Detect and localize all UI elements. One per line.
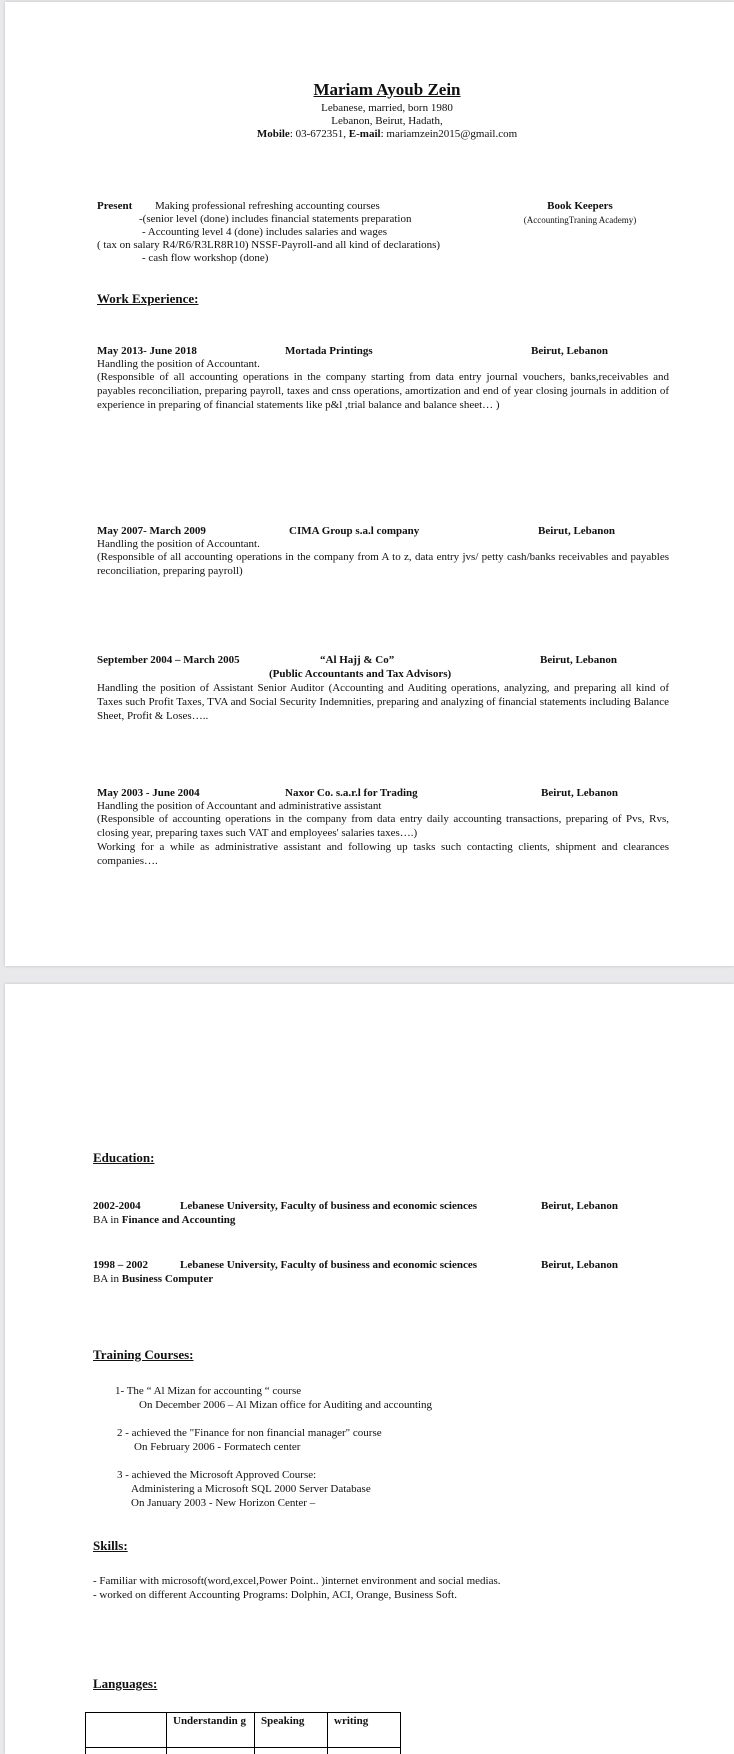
job-location: Beirut, Lebanon — [531, 344, 608, 358]
present-line-4: ( tax on salary R4/R6/R3LR8R10) NSSF-Payroll-and all kind of declarations) — [97, 238, 440, 252]
name-text: Mariam Ayoub Zein — [313, 80, 460, 99]
job-location: Beirut, Lebanon — [541, 786, 618, 800]
resume-page-2 — [5, 984, 734, 1754]
job-company: Naxor Co. s.a.r.l for Trading — [285, 786, 418, 800]
present-org: Book Keepers — [505, 199, 655, 213]
degree-prefix: BA in — [93, 1214, 122, 1226]
present-line-2: -(senior level (done) includes financial statements preparation — [139, 212, 411, 226]
job-dates: May 2013- June 2018 — [97, 344, 197, 358]
languages-cell — [167, 1748, 255, 1754]
job-description: Handling the position of Assistant Senior Auditor (Accounting and Auditing operations, analyzing, and preparing all kind of Taxes such Profit Taxes, TVA and Social Security Indemnities, preparing and analyzing of financial statements including Balance Sheet, Profit & Loses….. — [97, 681, 669, 723]
job-role: Handling the position of Accountant and administrative assistant — [97, 799, 381, 813]
languages-col-understanding: Understandin g — [167, 1713, 255, 1748]
languages-col-writing: writing — [328, 1713, 401, 1748]
training-course-3-detail-2: On January 2003 - New Horizon Center – — [131, 1496, 315, 1510]
training-course-1-detail: On December 2006 – Al Mizan office for Auditing and accounting — [139, 1398, 432, 1412]
education-degree — [93, 1213, 235, 1227]
present-label: Present — [97, 199, 132, 213]
training-heading: Training Courses: — [93, 1347, 194, 1363]
candidate-name — [5, 80, 734, 100]
degree-name: Business Computer — [122, 1273, 213, 1285]
skills-line-2: - worked on different Accounting Programs: Dolphin, ACI, Orange, Business Soft. — [93, 1588, 457, 1602]
job-role: Handling the position of Accountant. — [97, 357, 260, 371]
job-location: Beirut, Lebanon — [540, 653, 617, 667]
present-line-1: Making professional refreshing accounting courses — [155, 199, 380, 213]
languages-heading: Languages: — [93, 1676, 157, 1692]
header-personal-line: Lebanese, married, born 1980 — [5, 101, 734, 115]
email-value: : mariamzein2015@gmail.com — [381, 128, 518, 140]
languages-corner-cell — [86, 1713, 167, 1748]
education-location: Beirut, Lebanon — [541, 1199, 618, 1213]
training-course-2-detail: On February 2006 - Formatech center — [134, 1440, 300, 1454]
education-location: Beirut, Lebanon — [541, 1258, 618, 1272]
languages-table — [85, 1712, 401, 1754]
present-line-5: - cash flow workshop (done) — [142, 251, 268, 265]
languages-header-row — [86, 1713, 401, 1748]
job-company: Mortada Printings — [285, 344, 373, 358]
languages-row — [86, 1748, 401, 1754]
training-course-3-title: 3 - achieved the Microsoft Approved Course: — [117, 1468, 316, 1482]
job-role: Handling the position of Accountant. — [97, 537, 260, 551]
job-location: Beirut, Lebanon — [538, 524, 615, 538]
education-school: Lebanese University, Faculty of business and economic sciences — [180, 1258, 477, 1272]
work-experience-heading: Work Experience: — [97, 291, 198, 307]
email-label: E-mail — [349, 128, 381, 140]
degree-name: Finance and Accounting — [122, 1214, 236, 1226]
education-school: Lebanese University, Faculty of business and economic sciences — [180, 1199, 477, 1213]
header-contact-line — [5, 127, 734, 141]
languages-cell — [86, 1748, 167, 1754]
education-degree — [93, 1272, 213, 1286]
degree-prefix: BA in — [93, 1273, 122, 1285]
job-company: “Al Hajj & Co” — [320, 653, 394, 667]
job-company: CIMA Group s.a.l company — [289, 524, 419, 538]
training-course-3-detail-1: Administering a Microsoft SQL 2000 Server Database — [131, 1482, 371, 1496]
languages-cell — [255, 1748, 328, 1754]
job-extra: Working for a while as administrative assistant and following up tasks such contacting clients, shipment and clearances companies…. — [97, 840, 669, 868]
job-dates: September 2004 – March 2005 — [97, 653, 240, 667]
job-dates: May 2007- March 2009 — [97, 524, 206, 538]
mobile-value: : 03-672351, — [290, 128, 349, 140]
resume-page-1 — [5, 2, 734, 966]
education-heading: Education: — [93, 1150, 154, 1166]
job-dates: May 2003 - June 2004 — [97, 786, 200, 800]
languages-cell — [328, 1748, 401, 1754]
present-line-3: - Accounting level 4 (done) includes salaries and wages — [142, 225, 387, 239]
education-years: 1998 – 2002 — [93, 1258, 148, 1272]
job-company-subtitle: (Public Accountants and Tax Advisors) — [269, 667, 451, 681]
header-address-line: Lebanon, Beirut, Hadath, — [5, 114, 734, 128]
education-years: 2002-2004 — [93, 1199, 141, 1213]
present-org-sub: (AccountingTraning Academy) — [505, 214, 655, 226]
mobile-label: Mobile — [257, 128, 290, 140]
training-course-1-title: 1- The “ Al Mizan for accounting “ course — [115, 1384, 301, 1398]
job-description: (Responsible of accounting operations in the company from data entry daily accounting transactions, preparing of Pvs, Rvs, closing year, preparing taxes such VAT and employees' salaries taxes….) — [97, 812, 669, 840]
training-course-2-title: 2 - achieved the "Finance for non financial manager" course — [117, 1426, 382, 1440]
job-description: (Responsible of all accounting operations in the company starting from data entry journal vouchers, banks,receivables and payables reconciliation, preparing payroll, taxes and cnss operations, amortization and end of year closing journals in addition of experience in preparing of financial statements like p&l ,trial balance and balance sheet… ) — [97, 370, 669, 412]
skills-line-1: - Familiar with microsoft(word,excel,Power Point.. )internet environment and social medias. — [93, 1574, 501, 1588]
languages-col-speaking: Speaking — [255, 1713, 328, 1748]
job-description: (Responsible of all accounting operations in the company from A to z, data entry jvs/ petty cash/banks receivables and payables reconciliation, preparing payroll) — [97, 550, 669, 578]
skills-heading: Skills: — [93, 1538, 128, 1554]
